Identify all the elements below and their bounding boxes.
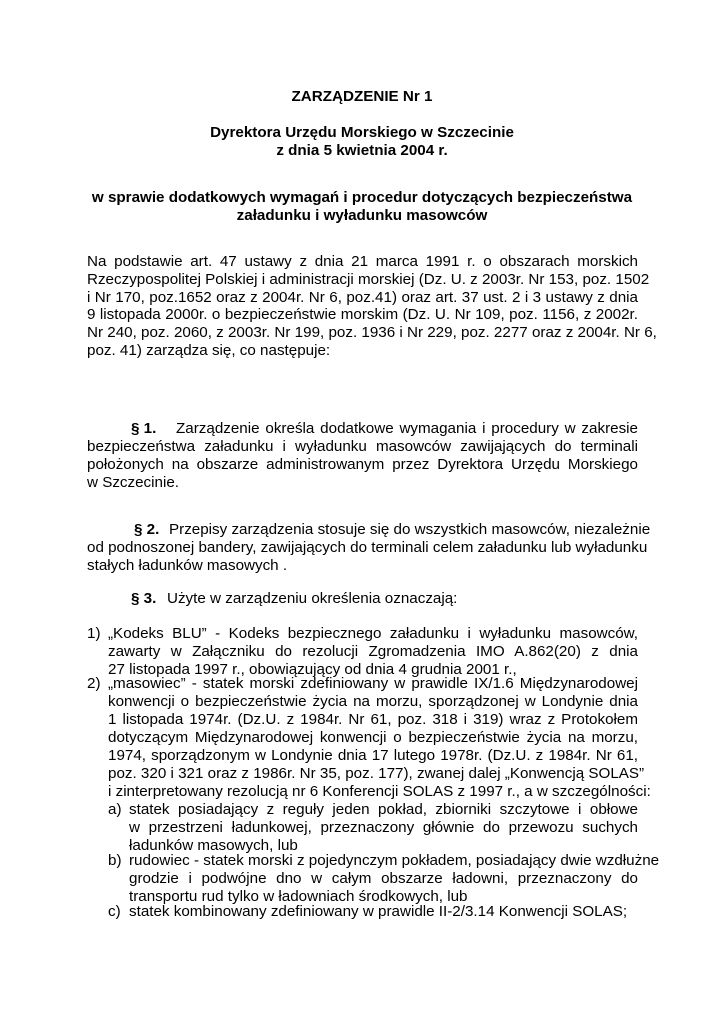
- preamble-line: 9 listopada 2000r. o bezpieczeństwie morskim (Dz. U. Nr 109, poz. 1156, z 2002r.: [87, 306, 638, 324]
- preamble-line: Na podstawie art. 47 ustawy z dnia 21 marca 1991 r. o obszarach morskich: [87, 253, 638, 270]
- definition-2-line: dotyczącym Międzynarodowej konwencji o bezpieczeństwie życia na morzu,: [108, 729, 638, 746]
- section-1-line: położonych na obszarze administrowanym przez Dyrektora Urzędu Morskiego: [87, 456, 638, 473]
- preamble-line: i Nr 170, poz.1652 oraz z 2004r. Nr 6, poz.41) oraz art. 37 ust. 2 i 3 ustawy z dnia: [87, 288, 638, 306]
- subitem-a-line: w przestrzeni ładunkowej, przeznaczony głównie do przewozu suchych: [129, 819, 638, 836]
- date-line: z dnia 5 kwietnia 2004 r.: [276, 142, 448, 159]
- subitem-a-line: ładunków masowych, lub: [129, 837, 298, 854]
- subitem-c-letter: c): [108, 903, 121, 920]
- preamble-paragraph: [87, 253, 657, 360]
- definition-1-line: 27 listopada 1997 r., obowiązujący od dnia 4 grudnia 2001 r.,: [108, 661, 517, 678]
- subitem-a-letter: a): [108, 801, 122, 818]
- document-title: ZARZĄDZENIE Nr 1: [291, 88, 433, 105]
- definition-2-number: 2): [87, 675, 101, 692]
- definition-2-line: „masowiec” - statek morski zdefiniowany w prawidle IX/1.6 Międzynarodowej: [108, 675, 638, 692]
- section-3-mark: § 3.: [131, 590, 157, 607]
- section-2-mark: § 2.: [134, 521, 160, 538]
- definition-1-line: zawarty w Załączniku do rezolucji Zgromadzenia IMO A.862(20) z dnia: [108, 643, 638, 660]
- subitem-a-line: statek posiadający z reguły jeden pokład, zbiorniki szczytowe i obłowe: [129, 801, 638, 818]
- subitem-c-line: statek kombinowany zdefiniowany w prawidle II-2/3.14 Konwencji SOLAS;: [129, 903, 628, 920]
- section-2-line: od podnoszonej bandery, zawijających do terminali celem załadunku lub wyładunku: [87, 539, 648, 556]
- preamble-line: Nr 240, poz. 2060, z 2003r. Nr 199, poz. 1936 i Nr 229, poz. 2277 oraz z 2004r. Nr 6,: [87, 324, 657, 342]
- section-1-line: Zarządzenie określa dodatkowe wymagania i procedury w zakresie: [176, 420, 638, 437]
- subitem-b-letter: b): [108, 852, 122, 869]
- section-1-mark: § 1.: [131, 420, 157, 437]
- subitem-b-line: transportu rud tylko w ładowniach środkowych, lub: [129, 888, 468, 905]
- definition-1-number: 1): [87, 625, 101, 642]
- section-3-intro: Użyte w zarządzeniu określenia oznaczają:: [167, 590, 458, 607]
- subject-line-2: załadunku i wyładunku masowców: [236, 207, 488, 224]
- section-1-line: bezpieczeństwa załadunku i wyładunku masowców zawijających do terminali: [87, 438, 638, 455]
- definition-2-line: i zinterpretowany rezolucją nr 6 Konferencji SOLAS z 1997 r., a w szczególności:: [108, 783, 651, 800]
- issuer-line: Dyrektora Urzędu Morskiego w Szczecinie: [210, 124, 514, 141]
- definition-2-line: konwencji o bezpieczeństwie życia na morzu, sporządzonej w Londynie dnia: [108, 693, 638, 710]
- definition-2-line: poz. 320 i 321 oraz z 1986r. Nr 35, poz. 177), zwanej dalej „Konwencją SOLAS”: [108, 765, 645, 782]
- definition-1-line: „Kodeks BLU” - Kodeks bezpiecznego załadunku i wyładunku masowców,: [108, 625, 638, 642]
- preamble-line: poz. 41) zarządza się, co następuje:: [87, 341, 331, 359]
- definition-2-line: 1 listopada 1974r. (Dz.U. z 1984r. Nr 61, poz. 318 i 319) wraz z Protokołem: [108, 711, 638, 728]
- subitem-b-line: grodzie i podwójne dno w całym obszarze ładowni, przeznaczony do: [129, 870, 638, 887]
- subitem-b-line: rudowiec - statek morski z pojedynczym pokładem, posiadający dwie wzdłużne: [129, 852, 660, 869]
- subject-line-1: w sprawie dodatkowych wymagań i procedur dotyczących bezpieczeństwa: [91, 189, 633, 206]
- preamble-line: Rzeczypospolitej Polskiej i administracji morskiej (Dz. U. z 2003r. Nr 153, poz. 1502: [87, 270, 650, 288]
- section-1-line: w Szczecinie.: [87, 474, 180, 491]
- section-2-line: stałych ładunków masowych .: [87, 557, 288, 574]
- section-2-line: Przepisy zarządzenia stosuje się do wszystkich masowców, niezależnie: [169, 521, 651, 538]
- definition-2-line: 1974, sporządzonym w Londynie dnia 17 lutego 1978r. (Dz.U. z 1984r. Nr 61,: [108, 747, 638, 764]
